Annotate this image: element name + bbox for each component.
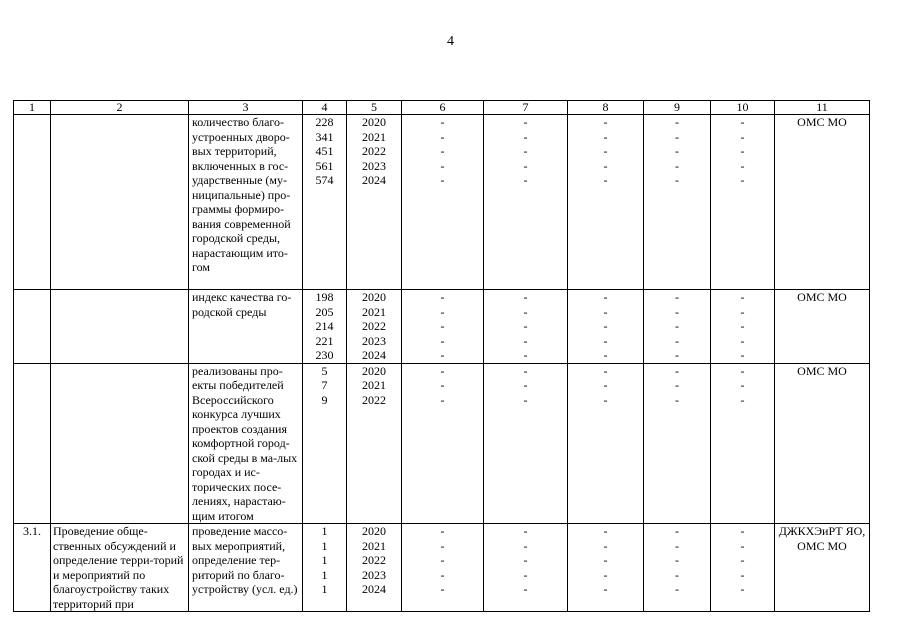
col-10-values-item: - [740,115,745,129]
col-10-values-item: - [740,392,745,407]
col-6-values-item: - [440,348,445,362]
target-values [303,524,347,612]
col-10-values-item: - [740,173,745,187]
col-8-values [568,115,644,290]
col-7-values-item: - [523,378,528,392]
col-10-values-item: - [740,524,745,538]
col-9-values-item: - [675,567,679,582]
col-7-values [484,290,568,364]
responsible-org: ДЖКХЭиРТ ЯО, ОМС МО [775,524,870,612]
target-values-item: 1 [321,567,328,582]
col-8-values [568,524,644,612]
years-item: 2023 [362,158,386,173]
target-values-item: 228 [315,115,334,129]
target-values-item: 1 [321,538,328,553]
col-10-values-item: - [740,582,745,596]
col-7-values-item: - [523,319,528,333]
table-row [14,524,870,612]
col-10-values-item: - [740,348,745,362]
col-6-values [402,363,484,524]
col-6-values-item: - [440,378,445,392]
col-6-values-item: - [440,524,445,538]
col-9-values-item: - [675,392,679,407]
col-6-values-item: - [440,115,445,129]
target-values-item: 561 [315,158,334,173]
row-number [14,363,51,524]
years-item: 2023 [362,567,386,582]
years-item: 2024 [362,348,386,362]
responsible-org: ОМС МО [775,115,870,290]
target-values-item: 1 [321,524,328,538]
years [347,290,402,364]
indicator-name: реализованы про-екты победителей Всероссийского конкурса лучших проектов создания комфортной город-ской среды в ма-лых городах и ис-торических посе-лениях, нарастаю-щим итогом [189,363,303,524]
target-values-item: 5 [321,363,328,378]
years-item: 2023 [362,333,386,348]
col-7-values [484,524,568,612]
col-10-values-item: - [740,553,745,567]
col-9-values-item: - [675,582,679,596]
measure-name [51,363,189,524]
col-9-values [644,115,711,290]
col-7-values-item: - [523,144,528,158]
header-col-6: 6 [402,101,484,115]
col-8-values-item: - [603,144,608,158]
years-item: 2022 [362,144,386,158]
target-values-item: 205 [315,304,334,319]
col-7-values-item: - [523,158,528,173]
col-6-values-item: - [440,304,445,319]
col-7-values-item: - [523,348,528,362]
col-7-values-item: - [523,304,528,319]
header-col-3: 3 [189,101,303,115]
measure-name: Проведение обще-ственных обсуждений и определение терри-торий и мероприятий по благоустройству таких территорий при [51,524,189,612]
target-values-item: 198 [315,290,334,304]
col-10-values-item: - [740,129,745,144]
col-8-values-item: - [603,553,608,567]
col-7-values-item: - [523,553,528,567]
col-9-values [644,290,711,364]
col-7-values-item: - [523,524,528,538]
years-item: 2020 [362,115,386,129]
col-9-values-item: - [675,553,679,567]
header-col-10: 10 [711,101,775,115]
header-col-2: 2 [51,101,189,115]
responsible-org: ОМС МО [775,290,870,364]
col-6-values-item: - [440,173,445,187]
col-7-values-item: - [523,333,528,348]
col-10-values [711,290,775,364]
col-7-values-item: - [523,538,528,553]
col-9-values-item: - [675,348,679,362]
indicator-name: количество благо-устроенных дворо-вых территорий, включенных в гос-ударственные (му-ниципальные) про-граммы формиро-вания современной городской среды, нарастающим ито-гом [189,115,303,290]
col-7-values [484,363,568,524]
table-row [14,115,870,290]
col-8-values-item: - [603,290,608,304]
col-10-values-item: - [740,290,745,304]
col-9-values-item: - [675,158,679,173]
col-6-values [402,524,484,612]
col-8-values-item: - [603,319,608,333]
table-row [14,363,870,524]
col-10-values-item: - [740,363,745,378]
col-6-values-item: - [440,290,445,304]
col-6-values-item: - [440,553,445,567]
years-item: 2022 [362,553,386,567]
header-col-11: 11 [775,101,870,115]
col-9-values-item: - [675,333,679,348]
col-6-values-item: - [440,319,445,333]
target-values [303,115,347,290]
target-values-item: 1 [321,553,328,567]
target-values-item: 1 [321,582,328,596]
col-8-values-item: - [603,567,608,582]
col-10-values [711,524,775,612]
col-6-values-item: - [440,363,445,378]
years-item: 2021 [362,304,386,319]
col-7-values-item: - [523,290,528,304]
col-6-values-item: - [440,582,445,596]
col-9-values-item: - [675,378,679,392]
col-8-values-item: - [603,363,608,378]
target-values-item: 341 [315,129,334,144]
table-row [14,290,870,364]
col-9-values [644,524,711,612]
col-7-values-item: - [523,567,528,582]
col-6-values-item: - [440,333,445,348]
header-col-8: 8 [568,101,644,115]
col-8-values-item: - [603,115,608,129]
col-7-values-item: - [523,582,528,596]
col-9-values-item: - [675,524,679,538]
col-8-values-item: - [603,348,608,362]
col-9-values-item: - [675,319,679,333]
col-10-values-item: - [740,333,745,348]
col-8-values-item: - [603,304,608,319]
years-item: 2022 [362,319,386,333]
col-9-values-item: - [675,304,679,319]
header-col-5: 5 [347,101,402,115]
col-7-values-item: - [523,115,528,129]
years-item: 2024 [362,582,386,596]
col-9-values-item: - [675,538,679,553]
target-values-item: 214 [315,319,334,333]
indicator-name: индекс качества го-родской среды [189,290,303,364]
header-row [14,101,870,115]
col-9-values-item: - [675,173,679,187]
page-number: 4 [447,34,454,49]
col-7-values-item: - [523,173,528,187]
years [347,363,402,524]
years-item: 2021 [362,129,386,144]
col-7-values-item: - [523,129,528,144]
col-7-values-item: - [523,392,528,407]
col-10-values-item: - [740,538,745,553]
col-6-values-item: - [440,567,445,582]
col-8-values-item: - [603,378,608,392]
col-10-values-item: - [740,158,745,173]
years [347,115,402,290]
header-col-1: 1 [14,101,51,115]
col-8-values [568,363,644,524]
col-8-values-item: - [603,173,608,187]
years-item: 2020 [362,524,386,538]
col-6-values-item: - [440,392,445,407]
indicator-name: проведение массо-вых мероприятий, определение тер-риторий по благо-устройству (усл. ед.) [189,524,303,612]
col-10-values-item: - [740,567,745,582]
target-values-item: 221 [315,333,334,348]
col-6-values [402,290,484,364]
col-10-values-item: - [740,378,745,392]
col-9-values-item: - [675,363,679,378]
years-item: 2021 [362,538,386,553]
indicators-table [13,100,870,612]
col-6-values-item: - [440,158,445,173]
header-col-4: 4 [303,101,347,115]
col-7-values-item: - [523,363,528,378]
responsible-org: ОМС МО [775,363,870,524]
row-number [14,115,51,290]
col-8-values-item: - [603,524,608,538]
years-item: 2024 [362,173,386,187]
years-item: 2020 [362,290,386,304]
measure-name [51,290,189,364]
target-values-item: 7 [321,378,328,392]
col-7-values [484,115,568,290]
col-10-values [711,115,775,290]
years [347,524,402,612]
col-8-values [568,290,644,364]
header-col-7: 7 [484,101,568,115]
measure-name [51,115,189,290]
col-10-values [711,363,775,524]
col-8-values-item: - [603,158,608,173]
target-values-item: 451 [315,144,334,158]
col-10-values-item: - [740,144,745,158]
col-6-values-item: - [440,144,445,158]
col-6-values-item: - [440,129,445,144]
row-number [14,290,51,364]
col-8-values-item: - [603,129,608,144]
col-9-values [644,363,711,524]
col-8-values-item: - [603,582,608,596]
col-8-values-item: - [603,392,608,407]
target-values [303,363,347,524]
target-values [303,290,347,364]
col-9-values-item: - [675,115,679,129]
target-values-item: 9 [321,392,328,407]
col-8-values-item: - [603,538,608,553]
years-item: 2021 [362,378,386,392]
col-8-values-item: - [603,333,608,348]
col-9-values-item: - [675,290,679,304]
col-10-values-item: - [740,304,745,319]
col-10-values-item: - [740,319,745,333]
col-9-values-item: - [675,144,679,158]
col-9-values-item: - [675,129,679,144]
years-item: 2022 [362,392,386,407]
col-6-values-item: - [440,538,445,553]
target-values-item: 574 [315,173,334,187]
row-number: 3.1. [14,524,51,612]
years-item: 2020 [362,363,386,378]
col-6-values [402,115,484,290]
header-col-9: 9 [644,101,711,115]
target-values-item: 230 [315,348,334,362]
